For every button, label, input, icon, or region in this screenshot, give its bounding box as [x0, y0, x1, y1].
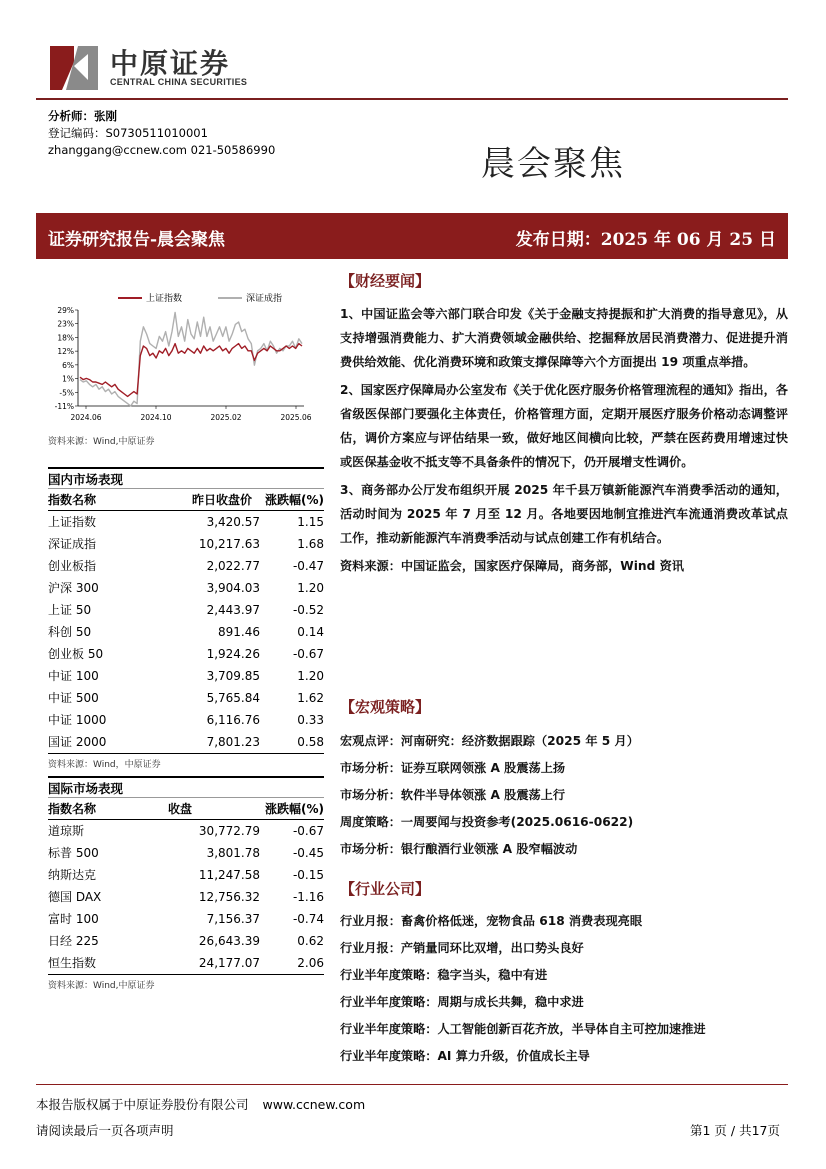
- cell-change: 1.62: [297, 691, 324, 705]
- y-tick-label: -5%: [59, 388, 74, 398]
- table-row: [48, 643, 324, 665]
- x-tick-label: 2025.06: [280, 413, 312, 422]
- table-row: [48, 930, 324, 952]
- cell-close: 30,772.79: [198, 824, 260, 838]
- cell-index-name: 中证 1000: [48, 713, 107, 727]
- index-line-chart: [48, 286, 322, 432]
- macro-item-4[interactable]: 周度策略：一周要闻与投资参考(2025.0616-0622): [340, 815, 634, 829]
- news-section: [340, 270, 788, 578]
- cell-close: 10,217.63: [198, 537, 260, 551]
- page-number: 第1 页 / 共17页: [690, 1123, 780, 1138]
- header-index-name: 指数名称: [48, 802, 97, 816]
- macro-item-1[interactable]: 宏观点评：河南研究：经济数据跟踪（2025 年 5 月）: [340, 734, 639, 748]
- cell-close: 11,247.58: [198, 868, 260, 882]
- table-row: [48, 665, 324, 687]
- cell-close: 12,756.32: [198, 890, 260, 904]
- analyst-contact: zhanggang@ccnew.com 021-50586990: [48, 143, 276, 157]
- cell-change: 0.58: [297, 735, 324, 749]
- cell-change: -0.45: [292, 846, 324, 860]
- company-logo: [48, 40, 258, 92]
- cell-close: 26,643.39: [198, 934, 260, 948]
- banner-report-type: 证券研究报告-晨会聚焦: [48, 230, 226, 250]
- industry-item-5[interactable]: 行业半年度策略：人工智能创新百花齐放，半导体自主可控加速推进: [340, 1022, 706, 1036]
- y-tick-label: 1%: [62, 374, 74, 384]
- table-row: [48, 577, 324, 599]
- intl-table-source: 资料来源：Wind,中原证券: [48, 974, 324, 991]
- cell-index-name: 创业板指: [48, 559, 97, 573]
- industry-item-1[interactable]: 行业月报：畜禽价格低迷，宠物食品 618 消费表现亮眼: [340, 914, 643, 928]
- news-source: 资料来源：中国证监会，国家医疗保障局，商务部，Wind 资讯: [340, 559, 684, 573]
- analyst-reg: 登记编码：S0730511010001: [48, 126, 208, 140]
- banner-publish-date: 发布日期：2025 年 06 月 25 日: [515, 230, 776, 250]
- cell-index-name: 上证指数: [48, 515, 97, 529]
- domestic-table-source: 资料来源：Wind，中原证券: [48, 753, 324, 770]
- footer-copyright-line: [36, 1095, 365, 1113]
- table-row: [48, 621, 324, 643]
- cell-change: 0.33: [297, 713, 324, 727]
- cell-change: -0.47: [292, 559, 324, 573]
- table-row: [48, 820, 324, 842]
- cell-close: 3,904.03: [206, 581, 260, 595]
- macro-item-3[interactable]: 市场分析：软件半导体领涨 A 股震荡上行: [340, 788, 566, 802]
- cell-index-name: 恒生指数: [48, 956, 97, 970]
- macro-section: [340, 696, 788, 863]
- y-tick-label: 6%: [62, 360, 74, 370]
- news-item-1: 1、中国证监会等六部门联合印发《关于金融支持提振和扩大消费的指导意见》，从支持增强消费能力、扩大消费领域金融供给、挖掘释放居民消费潜力、促进提升消费供给效能、优化消费环境和政策支撑保障等六个方面提出 19 项重点举措。: [340, 307, 788, 369]
- cell-change: -0.67: [292, 824, 324, 838]
- cell-change: -0.67: [292, 647, 324, 661]
- cell-index-name: 中证 100: [48, 669, 99, 683]
- intl-table-title: 国际市场表现: [48, 776, 324, 798]
- cell-index-name: 深证成指: [48, 537, 97, 551]
- cell-change: 1.15: [297, 515, 324, 529]
- series-line-1: [80, 344, 302, 397]
- cell-change: 1.20: [297, 581, 324, 595]
- cell-index-name: 标普 500: [48, 846, 99, 860]
- header-divider: [36, 98, 788, 100]
- logo-name-en: CENTRAL CHINA SECURITIES: [110, 77, 248, 87]
- table-row: [48, 842, 324, 864]
- table-row: [48, 731, 324, 753]
- table-row: [48, 886, 324, 908]
- legend-label: 上证指数: [146, 294, 183, 304]
- cell-index-name: 道琼斯: [48, 824, 85, 838]
- table-row: [48, 599, 324, 621]
- table-row: [48, 709, 324, 731]
- intl-market-table: [48, 776, 324, 991]
- industry-heading: 【行业公司】: [340, 880, 431, 898]
- cell-close: 24,177.07: [198, 956, 260, 970]
- series-line-2: [80, 312, 302, 406]
- news-item-3: 3、商务部办公厅发布组织开展 2025 年千县万镇新能源汽车消费季活动的通知，活动时间为 2025 年 7 月至 12 月。各地要因地制宜推进汽车流通消费改革试点工作，推动新能源汽车消费季活动与试点创建工作有机结合。: [340, 483, 788, 545]
- domestic-table-title: 国内市场表现: [48, 467, 324, 489]
- logo-mark-icon: [48, 40, 100, 92]
- footer-disclaimer: 请阅读最后一页各项声明: [36, 1123, 174, 1138]
- page-title: 晨会聚焦: [481, 144, 625, 184]
- header-index-name: 指数名称: [48, 493, 97, 507]
- cell-index-name: 纳斯达克: [48, 868, 97, 882]
- header-close: 昨日收盘价: [191, 493, 252, 507]
- chart-source: 资料来源：Wind,中原证券: [48, 437, 155, 447]
- cell-close: 3,709.85: [206, 669, 260, 683]
- header-change: 涨跌幅(%): [265, 802, 324, 816]
- cell-index-name: 中证 500: [48, 691, 99, 705]
- footer-website-link[interactable]: www.ccnew.com: [262, 1097, 366, 1112]
- x-tick-label: 2024.10: [140, 413, 172, 422]
- cell-change: 2.06: [297, 956, 324, 970]
- macro-item-5[interactable]: 市场分析：银行酿酒行业领涨 A 股窄幅波动: [340, 842, 578, 856]
- cell-close: 1,924.26: [206, 647, 260, 661]
- y-tick-label: -11%: [54, 402, 74, 411]
- cell-change: -0.52: [292, 603, 324, 617]
- table-row: [48, 555, 324, 577]
- analyst-name: 分析师：张刚: [48, 109, 117, 123]
- domestic-market-table: [48, 467, 324, 770]
- table-row: [48, 687, 324, 709]
- cell-close: 3,420.57: [206, 515, 260, 529]
- y-tick-label: 29%: [57, 306, 74, 315]
- cell-index-name: 国证 2000: [48, 735, 107, 749]
- x-tick-label: 2025.02: [210, 413, 242, 422]
- cell-index-name: 上证 50: [48, 603, 92, 617]
- industry-item-3[interactable]: 行业半年度策略：稳字当头，稳中有进: [340, 968, 548, 982]
- cell-index-name: 创业板 50: [48, 647, 104, 661]
- intl-table-header: [48, 798, 324, 820]
- cell-index-name: 沪深 300: [48, 581, 99, 595]
- y-tick-label: 12%: [57, 347, 74, 357]
- cell-close: 7,801.23: [206, 735, 260, 749]
- industry-section: [340, 878, 788, 1070]
- cell-change: 1.68: [297, 537, 324, 551]
- cell-change: 1.20: [297, 669, 324, 683]
- legend-label: 深证成指: [246, 294, 283, 304]
- cell-close: 6,116.76: [206, 713, 260, 727]
- domestic-table-header: [48, 489, 324, 511]
- industry-item-6[interactable]: 行业半年度策略：AI 算力升级，价值成长主导: [340, 1049, 590, 1063]
- header-change: 涨跌幅(%): [265, 493, 324, 507]
- cell-close: 5,765.84: [206, 691, 260, 705]
- header-close: 收盘: [168, 802, 193, 816]
- cell-close: 3,801.78: [206, 846, 260, 860]
- y-tick-label: 23%: [57, 319, 74, 329]
- cell-close: 891.46: [218, 625, 260, 639]
- footer-divider: [36, 1084, 788, 1085]
- report-banner: [36, 213, 788, 259]
- analyst-info: [48, 108, 275, 159]
- news-heading: 【财经要闻】: [340, 272, 431, 290]
- cell-change: -1.16: [292, 890, 324, 904]
- industry-item-2[interactable]: 行业月报：产销量同环比双增，出口势头良好: [340, 941, 584, 955]
- logo-name-cn: 中原证券: [110, 47, 231, 80]
- cell-change: -0.74: [292, 912, 324, 926]
- news-item-2: 2、国家医疗保障局办公室发布《关于优化医疗服务价格管理流程的通知》指出，各省级医保部门要强化主体责任，价格管理方面，定期开展医疗服务价格动态调整评估，调价方案应与评估结果一致，做好地区间横向比较，严禁在医药费用增速过快或医保基金收不抵支等不具备条件的情况下，仍开展增支性调价。: [340, 383, 788, 469]
- cell-close: 2,022.77: [206, 559, 260, 573]
- y-tick-label: 18%: [57, 333, 74, 343]
- macro-item-2[interactable]: 市场分析：证券互联网领涨 A 股震荡上扬: [340, 761, 566, 775]
- table-row: [48, 864, 324, 886]
- table-row: [48, 952, 324, 974]
- cell-index-name: 日经 225: [48, 934, 99, 948]
- cell-index-name: 富时 100: [48, 912, 99, 926]
- industry-item-4[interactable]: 行业半年度策略：周期与成长共舞，稳中求进: [340, 995, 584, 1009]
- cell-close: 2,443.97: [206, 603, 260, 617]
- table-row: [48, 533, 324, 555]
- cell-index-name: 科创 50: [48, 625, 92, 639]
- cell-index-name: 德国 DAX: [48, 890, 102, 904]
- table-row: [48, 908, 324, 930]
- cell-change: 0.14: [297, 625, 324, 639]
- x-tick-label: 2024.06: [70, 413, 102, 422]
- cell-change: 0.62: [297, 934, 324, 948]
- macro-heading: 【宏观策略】: [340, 698, 431, 716]
- cell-close: 7,156.37: [206, 912, 260, 926]
- footer-copyright: 本报告版权属于中原证券股份有限公司: [36, 1097, 249, 1112]
- table-row: [48, 511, 324, 533]
- cell-change: -0.15: [292, 868, 324, 882]
